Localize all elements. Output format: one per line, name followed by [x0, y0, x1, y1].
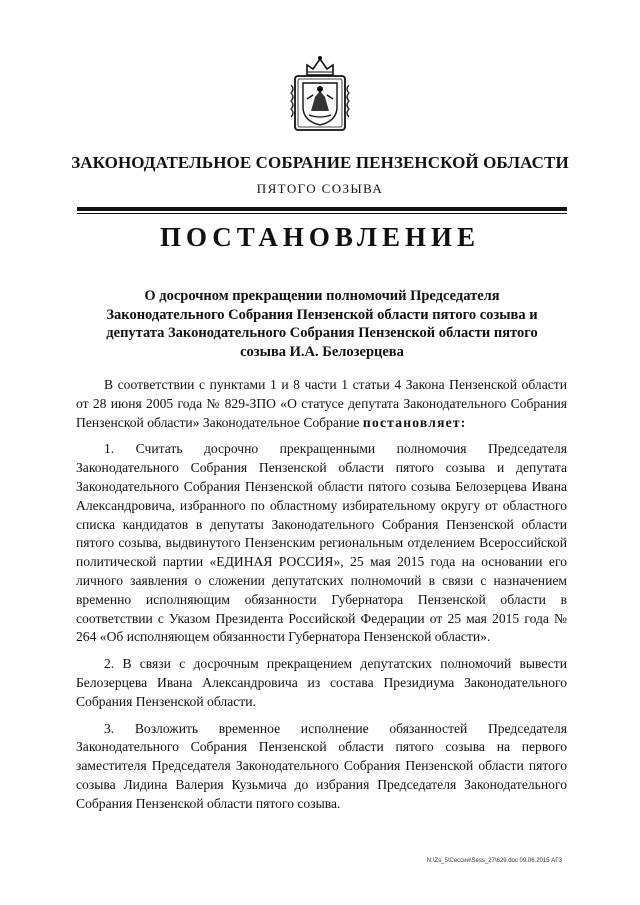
- organization-title: ЗАКОНОДАТЕЛЬНОЕ СОБРАНИЕ ПЕНЗЕНСКОЙ ОБЛАСТИ: [71, 153, 569, 172]
- preamble-paragraph: [76, 376, 567, 432]
- resolution-item-2: 2. В связи с досрочным прекращением депутатских полномочий вывести Белозерцева Ивана Александровича из состава Президиума Законодательного Собрания Пензенской области.: [76, 656, 567, 709]
- document-subject: О досрочном прекращении полномочий Председателя Законодательного Собрания Пензенской области пятого созыва и депутата Законодательного Собрания Пензенской области пятого созыва И.А. Белозерцева: [106, 288, 538, 360]
- preamble-resolves: постановляет:: [362, 414, 467, 430]
- resolution-item-1: 1. Считать досрочно прекращенными полномочия Председателя Законодательного Собрания Пензенской области пятого созыва и депутата Законодательного Собрания Пензенской области пятого созыва Белозерцева Ивана Александровича, избранного по областному избирательному округу от областного списка кандидатов в депутаты Законодательного Собрания Пензенской области пятого созыва, выдвинутого Пензенским региональным отделением Всероссийской политической партии «ЕДИНАЯ РОССИЯ», 25 мая 2015 года на основании его личного заявления о сложении депутатских полномочий в связи с назначением временно исполняющим обязанности Губернатора Пензенской области в соответствии с Указом Президента Российской Федерации от 25 мая 2015 года № 264 «Об исполняющем обязанности Губернатора Пензенской области».: [76, 441, 567, 645]
- preamble-text: В соответствии с пунктами 1 и 8 части 1 статьи 4 Закона Пензенской области от 28 июня 2005 года № 829-ЗПО «О статусе депутата Законодательного Собрания Пензенской области» Законодательное Собрание: [76, 377, 567, 430]
- document-type-title: ПОСТАНОВЛЕНИЕ: [159, 222, 481, 252]
- resolution-item-3: 3. Возложить временное исполнение обязанностей Председателя Законодательного Собрания Пензенской области пятого созыва на первого заместителя Председателя Законодательного Собрания Пензенской области пятого созыва Лидина Валерия Кузьмича до избрания Председателя Законодательного Собрания Пензенской области пятого созыва.: [76, 720, 567, 811]
- file-reference: N:\Zs_5\Сессии\Sess_27\629.doc 09.06.2015 АГЗ: [426, 858, 562, 864]
- header-divider-thin: [77, 213, 567, 214]
- document-body: [76, 376, 567, 822]
- penza-coat-of-arms-icon: [289, 55, 351, 133]
- convocation-label: ПЯТОГО СОЗЫВА: [256, 181, 384, 196]
- header-divider-thick: [77, 207, 567, 211]
